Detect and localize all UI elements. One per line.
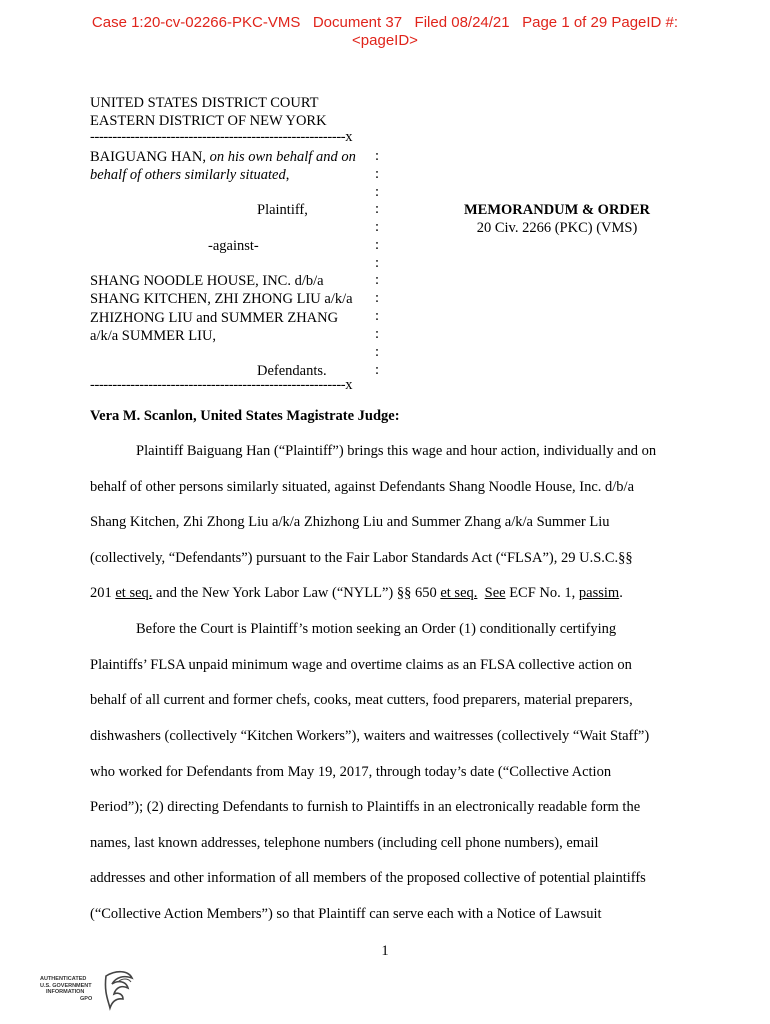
seal-line: U.S. GOVERNMENT	[40, 982, 92, 989]
defendants-names	[90, 272, 353, 345]
against-label: -against-	[208, 238, 259, 254]
page-number: 1	[381, 943, 389, 959]
defendant-line3: ZHIZHONG LIU and SUMMER ZHANG	[90, 309, 339, 326]
citation-period: .	[619, 585, 623, 601]
body-line: behalf of other persons similarly situated, against Defendants Shang Noodle House, Inc. d/b/a	[90, 479, 635, 495]
caption-rule-top: ---------------------------------------------------------x	[90, 129, 353, 145]
body-line: Before the Court is Plaintiff’s motion seeking an Order (1) conditionally certifying	[136, 621, 617, 637]
plaintiff-desc-2: behalf of others similarly situated	[90, 167, 286, 183]
court-name	[90, 94, 327, 131]
body-line: Period”); (2) directing Defendants to furnish to Plaintiffs in an electronically readable form the	[90, 799, 641, 815]
citation-text: 201	[90, 585, 116, 601]
caption-colon: :	[375, 326, 380, 342]
body-line: dishwashers (collectively “Kitchen Workers”), waiters and waitresses (collectively “Wait Staff”)	[90, 728, 650, 744]
plaintiff-role: Plaintiff,	[257, 202, 308, 218]
order-title: MEMORANDUM & ORDER	[463, 202, 651, 218]
plaintiff-desc-2-comma: ,	[285, 167, 290, 183]
gpo-seal-text	[40, 976, 92, 1002]
seal-line: GPO	[80, 995, 93, 1002]
caption-colon: :	[375, 308, 380, 324]
body-line: Plaintiffs’ FLSA unpaid minimum wage and overtime claims as an FLSA collective action on	[90, 657, 632, 673]
defendant-line1: SHANG NOODLE HOUSE, INC. d/b/a	[90, 273, 324, 289]
citation-text: ECF No. 1,	[505, 585, 579, 601]
caption-colon: :	[375, 255, 380, 271]
caption-colon: :	[375, 166, 380, 182]
plaintiff-name: BAIGUANG HAN,	[90, 149, 206, 165]
body-line: names, last known addresses, telephone numbers (including cell phone numbers), email	[90, 835, 599, 851]
defendants-role: Defendants.	[257, 363, 327, 379]
body-line: who worked for Defendants from May 19, 2017, through today’s date (“Collective Action	[90, 764, 612, 780]
plaintiff-line2	[90, 166, 289, 184]
caption-colon: :	[375, 344, 380, 360]
see-signal: See	[484, 585, 506, 601]
et-seq-link: et seq.	[440, 585, 478, 601]
body-line: (collectively, “Defendants”) pursuant to the Fair Labor Standards Act (“FLSA”), 29 U.S.C.§§	[90, 550, 633, 566]
case-header	[0, 14, 770, 50]
body-line: behalf of all current and former chefs, cooks, meat cutters, food preparers, material preparers,	[90, 692, 633, 708]
caption-colon: :	[375, 219, 380, 235]
case-header-line2: <pageID>	[352, 32, 418, 49]
court-line1: UNITED STATES DISTRICT COURT	[90, 95, 319, 111]
seal-line: INFORMATION	[46, 989, 85, 995]
et-seq-link: et seq.	[115, 585, 153, 601]
defendant-line4: a/k/a SUMMER LIU,	[90, 327, 217, 344]
body-line-citation	[90, 585, 623, 602]
seal-line: AUTHENTICATED	[40, 976, 87, 982]
gpo-seal	[40, 968, 140, 1013]
caption-colon: :	[375, 201, 380, 217]
eagle-icon	[98, 968, 138, 1013]
body-line: (“Collective Action Members”) so that Plaintiff can serve each with a Notice of Lawsuit	[90, 906, 602, 922]
citation-space	[477, 585, 484, 601]
caption-colon: :	[375, 184, 380, 200]
caption-colon: :	[375, 272, 380, 288]
citation-text: and the New York Labor Law (“NYLL”) §§ 650	[152, 585, 441, 601]
court-line2: EASTERN DISTRICT OF NEW YORK	[90, 113, 327, 130]
caption-colon: :	[375, 237, 380, 253]
caption-colon: :	[375, 148, 380, 164]
case-number: 20 Civ. 2266 (PKC) (VMS)	[476, 220, 638, 236]
caption-colon: :	[375, 290, 380, 306]
body-line: addresses and other information of all members of the proposed collective of potential plaintiffs	[90, 870, 646, 886]
case-header-line1: Case 1:20-cv-02266-PKC-VMS Document 37 Filed 08/24/21 Page 1 of 29 PageID #:	[91, 14, 679, 31]
passim-signal: passim	[578, 585, 620, 601]
caption-rule-bottom: ---------------------------------------------------------x	[90, 377, 353, 393]
plaintiff-line1	[90, 148, 356, 166]
body-line: Plaintiff Baiguang Han (“Plaintiff”) brings this wage and hour action, individually and on	[136, 443, 657, 459]
plaintiff-desc-1: on his own behalf and on	[209, 149, 356, 165]
defendant-line2: SHANG KITCHEN, ZHI ZHONG LIU a/k/a	[90, 291, 353, 308]
caption-colon: :	[375, 362, 380, 378]
judge-heading: Vera M. Scanlon, United States Magistrate Judge:	[90, 408, 400, 424]
body-line: Shang Kitchen, Zhi Zhong Liu a/k/a Zhizhong Liu and Summer Zhang a/k/a Summer Liu	[90, 514, 610, 530]
